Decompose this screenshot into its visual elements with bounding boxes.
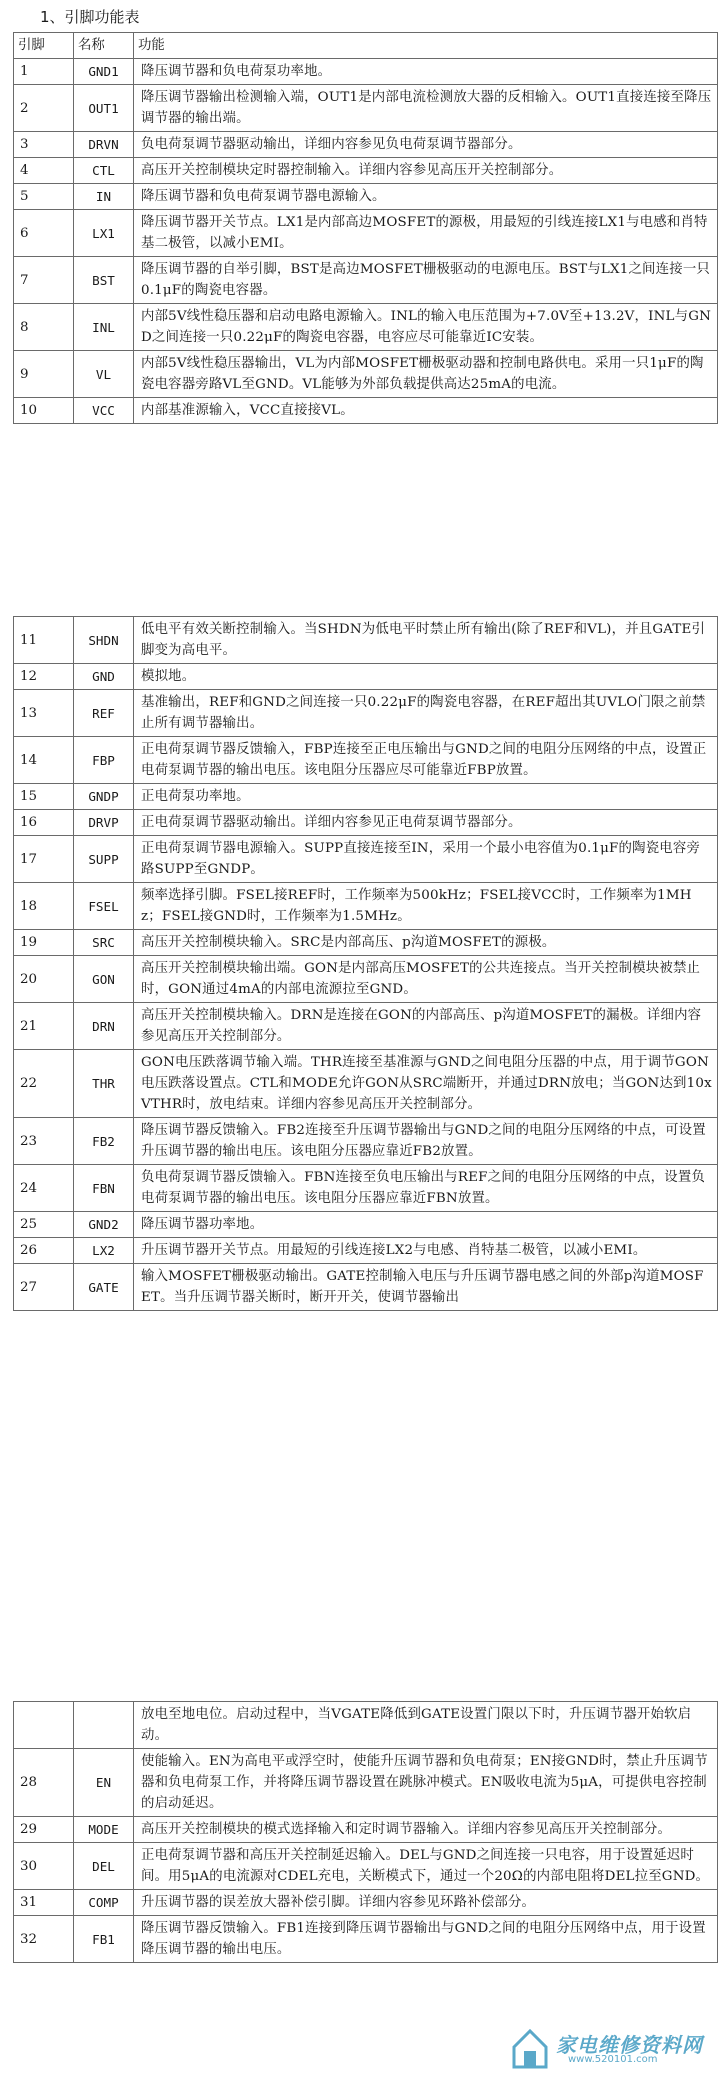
- table-row: [14, 85, 718, 132]
- pin-name: CTL: [74, 158, 134, 184]
- pin-number: 14: [14, 737, 74, 784]
- pin-function: 降压调节器功率地。: [134, 1212, 718, 1238]
- table-row: [14, 59, 718, 85]
- pin-number: 2: [14, 85, 74, 132]
- table-row: [14, 1264, 718, 1311]
- pin-name: VL: [74, 351, 134, 398]
- header-name: 名称: [74, 33, 134, 59]
- pin-name: VCC: [74, 398, 134, 424]
- table-row: [14, 930, 718, 956]
- pin-name: DRVN: [74, 132, 134, 158]
- pin-function: 高压开关控制模块定时器控制输入。详细内容参见高压开关控制部分。: [134, 158, 718, 184]
- pin-number: 29: [14, 1817, 74, 1843]
- table-header-row: [14, 33, 718, 59]
- table-row: [14, 184, 718, 210]
- pin-name: THR: [74, 1050, 134, 1118]
- pin-function: 正电荷泵调节器反馈输入，FBP连接至正电压输出与GND之间的电阻分压网络的中点，设置正电荷泵调节器的输出电压。该电阻分压器应尽可能靠近FBP放置。: [134, 737, 718, 784]
- pin-function: 正电荷泵调节器驱动输出。详细内容参见正电荷泵调节器部分。: [134, 810, 718, 836]
- table-row: [14, 956, 718, 1003]
- pin-name: SUPP: [74, 836, 134, 883]
- header-pin: 引脚: [14, 33, 74, 59]
- house-logo-icon: [510, 2027, 550, 2069]
- pin-number: 11: [14, 617, 74, 664]
- pin-name: EN: [74, 1749, 134, 1817]
- pin-number: 20: [14, 956, 74, 1003]
- pin-name: FB1: [74, 1916, 134, 1963]
- table-row: [14, 883, 718, 930]
- pin-function: 低电平有效关断控制输入。当SHDN为低电平时禁止所有输出(除了REF和VL)，并且GATE引脚变为高电平。: [134, 617, 718, 664]
- table-row: [14, 132, 718, 158]
- pin-name: DRN: [74, 1003, 134, 1050]
- pin-function: 负电荷泵调节器反馈输入。FBN连接至负电压输出与REF之间的电阻分压网络的中点，设置负电荷泵调节器的输出电压。该电阻分压器应靠近FBN放置。: [134, 1165, 718, 1212]
- pin-function: 正电荷泵调节器和高压开关控制延迟输入。DEL与GND之间连接一只电容，用于设置延迟时间。用5μA的电流源对CDEL充电，关断模式下，通过一个20Ω的内部电阻将DEL拉至GND。: [134, 1843, 718, 1890]
- pin-function: 降压调节器输出检测输入端，OUT1是内部电流检测放大器的反相输入。OUT1直接连接至降压调节器的输出端。: [134, 85, 718, 132]
- pin-name: COMP: [74, 1890, 134, 1916]
- table-row: [14, 1118, 718, 1165]
- pin-number: 24: [14, 1165, 74, 1212]
- pin-number: 25: [14, 1212, 74, 1238]
- pin-function: 降压调节器的自举引脚，BST是高边MOSFET栅极驱动的电源电压。BST与LX1之间连接一只0.1μF的陶瓷电容器。: [134, 257, 718, 304]
- watermark: [510, 2027, 720, 2071]
- pin-name: BST: [74, 257, 134, 304]
- pin-function: GON电压跌落调节输入端。THR连接至基准源与GND之间电阻分压器的中点，用于调节GON电压跌落设置点。CTL和MODE允许GON从SRC端断开，并通过DRN放电；当GON达到10xVTHR时，放电结束。详细内容参见高压开关控制部分。: [134, 1050, 718, 1118]
- pin-number: 13: [14, 690, 74, 737]
- pin-function: 负电荷泵调节器驱动输出，详细内容参见负电荷泵调节器部分。: [134, 132, 718, 158]
- table-row: [14, 1916, 718, 1963]
- pin-number: 23: [14, 1118, 74, 1165]
- pin-function: 升压调节器开关节点。用最短的引线连接LX2与电感、肖特基二极管，以减小EMI。: [134, 1238, 718, 1264]
- table-row: [14, 664, 718, 690]
- pin-name: GNDP: [74, 784, 134, 810]
- pin-function: 高压开关控制模块输入。SRC是内部高压、p沟道MOSFET的源极。: [134, 930, 718, 956]
- pin-function: 降压调节器反馈输入。FB1连接到降压调节器输出与GND之间的电阻分压网络中点，用于设置降压调节器的输出电压。: [134, 1916, 718, 1963]
- pin-name: IN: [74, 184, 134, 210]
- pin-number: 30: [14, 1843, 74, 1890]
- table-row: [14, 351, 718, 398]
- pin-number: 32: [14, 1916, 74, 1963]
- pin-function: 内部5V线性稳压器输出，VL为内部MOSFET栅极驱动器和控制电路供电。采用一只1μF的陶瓷电容器旁路VL至GND。VL能够为外部负载提供高达25mA的电流。: [134, 351, 718, 398]
- pin-function: 高压开关控制模块输出端。GON是内部高压MOSFET的公共连接点。当开关控制模块被禁止时，GON通过4mA的内部电流源拉至GND。: [134, 956, 718, 1003]
- pin-name: SHDN: [74, 617, 134, 664]
- pin-name: LX2: [74, 1238, 134, 1264]
- pin-number: 19: [14, 930, 74, 956]
- pin-number: 3: [14, 132, 74, 158]
- pin-name: LX1: [74, 210, 134, 257]
- table-row: [14, 1817, 718, 1843]
- pin-name: GND1: [74, 59, 134, 85]
- pin-number: 21: [14, 1003, 74, 1050]
- table-row: [14, 617, 718, 664]
- table-row: [14, 210, 718, 257]
- pin-function: 升压调节器的误差放大器补偿引脚。详细内容参见环路补偿部分。: [134, 1890, 718, 1916]
- pin-number: 5: [14, 184, 74, 210]
- table-row: [14, 810, 718, 836]
- pin-function: 放电至地电位。启动过程中，当VGATE降低到GATE设置门限以下时，升压调节器开始软启动。: [134, 1702, 718, 1749]
- pin-name: FBN: [74, 1165, 134, 1212]
- pin-function: 基准输出，REF和GND之间连接一只0.22μF的陶瓷电容器，在REF超出其UVLO门限之前禁止所有调节器输出。: [134, 690, 718, 737]
- pin-name: [74, 1702, 134, 1749]
- table-row: [14, 1238, 718, 1264]
- pin-name: DRVP: [74, 810, 134, 836]
- pin-function: 正电荷泵调节器电源输入。SUPP直接连接至IN，采用一个最小电容值为0.1μF的陶瓷电容旁路SUPP至GNDP。: [134, 836, 718, 883]
- pin-name: OUT1: [74, 85, 134, 132]
- pin-number: 18: [14, 883, 74, 930]
- pin-name: DEL: [74, 1843, 134, 1890]
- pin-name: SRC: [74, 930, 134, 956]
- table-row: [14, 1050, 718, 1118]
- pin-function: 降压调节器和负电荷泵调节器电源输入。: [134, 184, 718, 210]
- table-row: [14, 690, 718, 737]
- pin-number: 6: [14, 210, 74, 257]
- section-title: 1、引脚功能表: [40, 8, 140, 26]
- pin-function: 使能输入。EN为高电平或浮空时，使能升压调节器和负电荷泵；EN接GND时，禁止升压调节器和负电荷泵工作，并将降压调节器设置在跳脉冲模式。EN吸收电流为5μA，可提供电容控制的启动延迟。: [134, 1749, 718, 1817]
- pin-number: 22: [14, 1050, 74, 1118]
- table-row: [14, 1702, 718, 1749]
- pin-function: 内部5V线性稳压器和启动电路电源输入。INL的输入电压范围为+7.0V至+13.2V，INL与GND之间连接一只0.22μF的陶瓷电容器，电容应尽可能靠近IC安装。: [134, 304, 718, 351]
- pin-name: FSEL: [74, 883, 134, 930]
- table-row: [14, 398, 718, 424]
- pin-name: GND2: [74, 1212, 134, 1238]
- pin-number: 26: [14, 1238, 74, 1264]
- table-row: [14, 304, 718, 351]
- pin-function: 内部基准源输入，VCC直接接VL。: [134, 398, 718, 424]
- pin-name: GATE: [74, 1264, 134, 1311]
- pin-number: 7: [14, 257, 74, 304]
- pin-function: 高压开关控制模块输入。DRN是连接在GON的内部高压、p沟道MOSFET的漏极。详细内容参见高压开关控制部分。: [134, 1003, 718, 1050]
- table-row: [14, 1003, 718, 1050]
- pin-number: 16: [14, 810, 74, 836]
- table-row: [14, 1212, 718, 1238]
- table-row: [14, 257, 718, 304]
- pin-name: INL: [74, 304, 134, 351]
- watermark-url: www.520101.com: [568, 2054, 658, 2065]
- header-function: 功能: [134, 33, 718, 59]
- pin-function: 正电荷泵功率地。: [134, 784, 718, 810]
- pin-number: 4: [14, 158, 74, 184]
- pin-function: 模拟地。: [134, 664, 718, 690]
- table-row: [14, 158, 718, 184]
- table-row: [14, 1890, 718, 1916]
- pin-function: 降压调节器反馈输入。FB2连接至升压调节器输出与GND之间的电阻分压网络的中点，可设置升压调节器的输出电压。该电阻分压器应靠近FB2放置。: [134, 1118, 718, 1165]
- pin-table-3: [13, 1701, 718, 1963]
- pin-name: FB2: [74, 1118, 134, 1165]
- pin-number: 17: [14, 836, 74, 883]
- pin-function: 降压调节器和负电荷泵功率地。: [134, 59, 718, 85]
- pin-number: 10: [14, 398, 74, 424]
- pin-number: 31: [14, 1890, 74, 1916]
- table-row: [14, 784, 718, 810]
- pin-number: 15: [14, 784, 74, 810]
- pin-number: 1: [14, 59, 74, 85]
- pin-number: 12: [14, 664, 74, 690]
- pin-name: MODE: [74, 1817, 134, 1843]
- pin-number: 9: [14, 351, 74, 398]
- watermark-brand: 家电维修资料网: [556, 2033, 703, 2057]
- pin-table-1: [13, 32, 718, 424]
- table-row: [14, 836, 718, 883]
- pin-function: 输入MOSFET栅极驱动输出。GATE控制输入电压与升压调节器电感之间的外部p沟道MOSFET。当升压调节器关断时，断开开关，使调节器输出: [134, 1264, 718, 1311]
- pin-number: 28: [14, 1749, 74, 1817]
- pin-function: 高压开关控制模块的模式选择输入和定时调节器输入。详细内容参见高压开关控制部分。: [134, 1817, 718, 1843]
- pin-name: GON: [74, 956, 134, 1003]
- pin-function: 频率选择引脚。FSEL接REF时，工作频率为500kHz；FSEL接VCC时，工作频率为1MHz；FSEL接GND时，工作频率为1.5MHz。: [134, 883, 718, 930]
- table-row: [14, 1843, 718, 1890]
- pin-name: REF: [74, 690, 134, 737]
- pin-number: 27: [14, 1264, 74, 1311]
- table-row: [14, 1749, 718, 1817]
- table-row: [14, 737, 718, 784]
- table-row: [14, 1165, 718, 1212]
- pin-table-2: [13, 616, 718, 1311]
- pin-name: FBP: [74, 737, 134, 784]
- pin-number: [14, 1702, 74, 1749]
- pin-function: 降压调节器开关节点。LX1是内部高边MOSFET的源极，用最短的引线连接LX1与电感和肖特基二极管，以减小EMI。: [134, 210, 718, 257]
- pin-number: 8: [14, 304, 74, 351]
- pin-name: GND: [74, 664, 134, 690]
